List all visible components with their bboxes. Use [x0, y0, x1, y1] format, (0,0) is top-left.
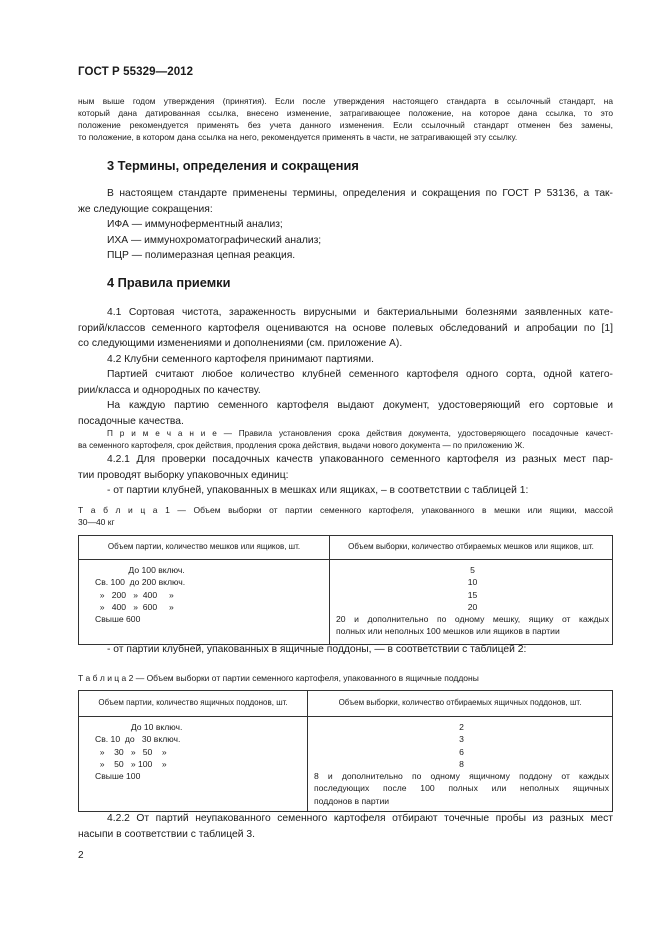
table-value: 3 [459, 734, 464, 745]
abbreviation-ifa: ИФА — иммуноферментный анализ; [107, 219, 283, 230]
text-line: 4.2.1 Для проверки посадочных качеств упакованного семенного картофеля из разных мест пар- [107, 454, 613, 465]
table-value: 15 [467, 589, 478, 600]
table-value: 5 [470, 565, 475, 575]
table-row-label: Свыше 600 [95, 614, 141, 625]
table-cell [308, 717, 613, 812]
table-2 [78, 690, 613, 812]
paragraph-4-2-2 [78, 811, 613, 842]
table-value: поддонов в партии [314, 795, 390, 806]
table-cell [79, 717, 308, 812]
text-line: - от партии клубней, упакованных в ящичные поддоны, — в соответствии с таблицей 2: [107, 644, 527, 655]
table-value: последующих после 100 полных или неполных ящичных [314, 783, 609, 794]
table-header-cell: Объем выборки, количество отбираемых ящичных поддонов, шт. [308, 691, 613, 717]
table-value: 20 и дополнительно по одному мешку, ящику от каждых [336, 614, 609, 625]
section-4-body [78, 305, 613, 429]
table-value: 20 [467, 601, 478, 612]
text-line: 4.2.2 От партий неупакованного семенного картофеля отбирают точечные пробы из разных мест [107, 813, 613, 824]
text-line: 4.1 Сортовая чистота, зараженность вирусными и бактериальными болезнями заявленных кате- [107, 307, 613, 318]
table-row-label: Св. 10 до 30 включ. [95, 734, 181, 745]
text-line: П р и м е ч а н и е — Правила установления срока действия документа, удостоверяющего посадочные качест- [107, 429, 613, 438]
table-row-label: Св. 100 до 200 включ. [95, 577, 186, 588]
table-value: 6 [459, 746, 464, 757]
text-line: ным выше годом утверждения (принятия). Если после утверждения настоящего стандарта в ссылочный стандарт, на [78, 96, 613, 106]
text-line: Т а б л и ц а 1 — Объем выборки от партии семенного картофеля, упакованного в мешки или ящики, массой [78, 505, 613, 515]
text-line: Партией считают любое количество клубней семенного картофеля одного сорта, одной катего- [107, 369, 613, 380]
table-row-label: До 10 включ. [95, 722, 183, 732]
table-cell [330, 560, 613, 645]
table-value: 2 [459, 722, 464, 732]
text-line: На каждую партию семенного картофеля выдают документ, удостоверяющий его сортовые и [107, 400, 613, 411]
table-value: полных или неполных 100 мешков или ящиков в партии [336, 626, 560, 637]
text-line: со следующими изменениями и дополнениями (см. приложение А). [78, 338, 403, 349]
text-line: который дана датированная ссылка, внесено изменение, затрагивающее положение, на которое дана ссылка, то это [78, 108, 613, 118]
table-value: 8 [459, 758, 464, 769]
text-line: посадочные качества. [78, 415, 184, 427]
bullet-table-1: - от партии клубней, упакованных в мешках или ящиках, – в соответствии с таблицей 1: [107, 485, 529, 496]
text-line: рии/класса и однородных по качеству. [78, 384, 261, 396]
table-header-cell: Объем выборки, количество отбираемых мешков или ящиков, шт. [330, 536, 613, 560]
note [78, 428, 613, 452]
table-row-label: » 50 » 100 » [95, 758, 167, 769]
table-1 [78, 535, 613, 645]
text-line: В настоящем стандарте применены термины, определения и сокращения по ГОСТ Р 53136, а так- [107, 188, 613, 199]
table-row-label: » 200 » 400 » [95, 589, 174, 600]
intro-paragraph [78, 95, 613, 143]
paragraph-4-2-1 [78, 452, 613, 499]
table-2-caption: Т а б л и ц а 2 — Объем выборки от партии семенного картофеля, упакованного в ящичные поддоны [78, 673, 479, 683]
page-number: 2 [78, 850, 84, 861]
table-row-label: » 30 » 50 » [95, 746, 167, 757]
text-line: то положение, в котором дана ссылка на него, рекомендуется применять в части, не затрагивающей эту ссылку. [78, 132, 518, 142]
table-1-caption [78, 505, 613, 528]
table-value: 8 и дополнительно по одному ящичному поддону от каждых [314, 771, 609, 782]
bullet-table-2 [78, 642, 613, 658]
section-3-title: 3 Термины, определения и сокращения [107, 158, 359, 173]
text-line: 4.2 Клубни семенного картофеля принимают партиями. [107, 353, 375, 365]
text-line: же следующие сокращения: [78, 203, 213, 215]
text-line: положение рекомендуется применять без учета данного изменения. Если ссылочный стандарт отменен без замены, [78, 120, 613, 130]
document-header: ГОСТ Р 55329—2012 [78, 66, 194, 78]
table-header-cell: Объем партии, количество ящичных поддонов, шт. [79, 691, 308, 717]
text-line: горий/классов семенного картофеля оцениваются на основе полевых обследований и апробации по [1] [78, 322, 613, 334]
text-line: ва семенного картофеля, срок действия, продления срока действия, выдачи нового документа — по приложению Ж. [78, 441, 525, 450]
text-line: 30—40 кг [78, 516, 115, 527]
table-cell [79, 560, 330, 645]
abbreviation-pcr: ПЦР — полимеразная цепная реакция. [107, 250, 296, 261]
table-value: 10 [467, 577, 478, 588]
text-line: тии проводят выборку упаковочных единиц: [78, 469, 289, 481]
section-3-intro [78, 186, 613, 264]
table-header-cell: Объем партии, количество мешков или ящиков, шт. [79, 536, 330, 560]
table-row-label: До 100 включ. [95, 565, 185, 575]
table-row-label: » 400 » 600 » [95, 601, 174, 612]
section-4-title: 4 Правила приемки [107, 275, 231, 290]
text-line: насыпи в соответствии с таблицей 3. [78, 828, 255, 840]
abbreviation-iha: ИХА — иммунохроматографический анализ; [107, 234, 322, 246]
table-row-label: Свыше 100 [95, 771, 141, 782]
